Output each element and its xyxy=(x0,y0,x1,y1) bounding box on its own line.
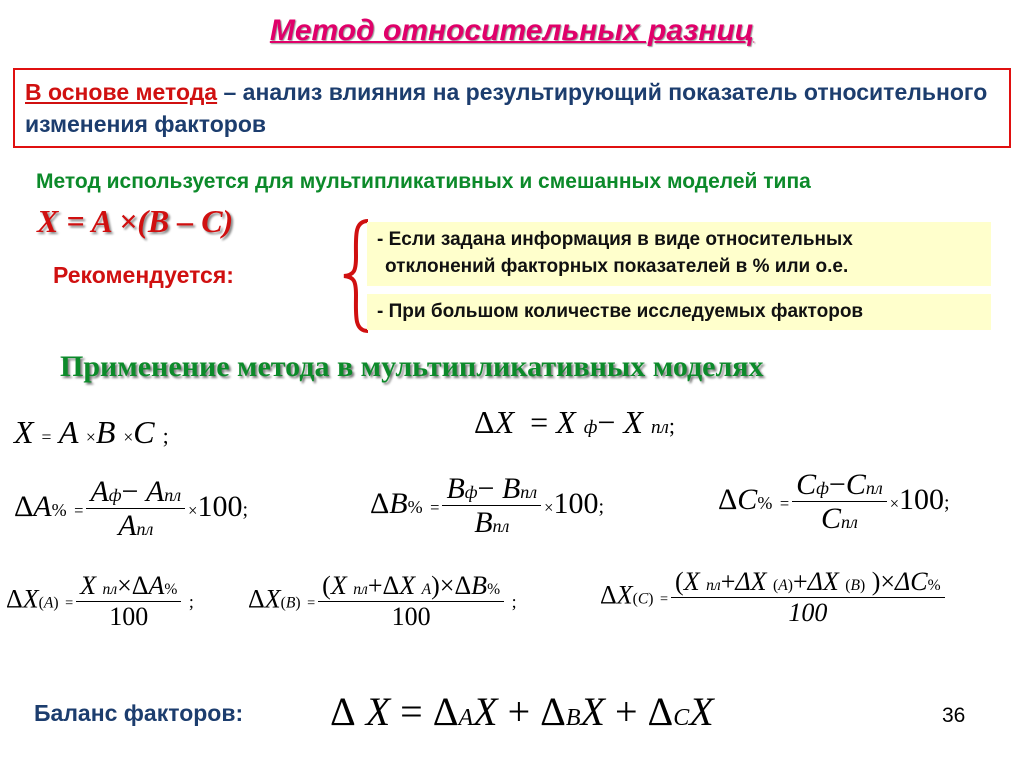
formula-delta-x: ΔX = X ф− X пл; xyxy=(474,404,676,440)
recommendation-line-2: отклонений факторных показателей в % или о.е. xyxy=(385,256,849,277)
model-formula: X = A ×(B – C) xyxy=(37,203,234,239)
formula-model: X = A ×B ×C ; xyxy=(14,414,169,450)
slide-title: Метод относительных разниц xyxy=(269,14,755,47)
balance-label: Баланс факторов: xyxy=(34,700,244,726)
basis-text xyxy=(25,76,1000,140)
formula-balance: Δ X = ΔAX + ΔBX + ΔCX xyxy=(330,689,714,734)
recommended-label: Рекомендуется: xyxy=(53,262,234,288)
apply-heading: Применение метода в мультипликативных моделях xyxy=(60,350,764,383)
recommendation-note-1 xyxy=(367,222,991,286)
uses-text: Метод используется для мультипликативных и смешанных моделей типа xyxy=(36,170,811,193)
formula-delta-c-percent: ΔC% = $\frac{\text{Cф−Cпл}}{\text{Cпл}}$ ×100; xyxy=(718,468,950,535)
formula-delta-a-percent: ΔA% = $\frac{\text{Aф− Aпл}}{\text{Aпл}}$ ×100; xyxy=(14,475,249,542)
slide-number: 36 xyxy=(942,704,966,727)
recommendation-note-2: - При большом количестве исследуемых факторов xyxy=(367,294,991,330)
formula-delta-b-percent: ΔB% = $\frac{\text{Bф− Bпл}}{\text{Bпл}}$ ×100; xyxy=(370,472,605,539)
basis-rest: – анализ влияния на результирующий показатель относительного изменения факторов xyxy=(25,79,988,137)
recommendation-line-1: - Если задана информация в виде относительных xyxy=(377,229,853,250)
formula-delta-x-c: ΔX(C) = $\frac{\text{(X пл+ΔX (A)+ΔX (B) )×ΔC\%}}{100}$ xyxy=(600,568,948,627)
formula-delta-x-a: ΔX(A) = $\frac{\text{X пл×ΔA\%}}{100}$ ; xyxy=(6,571,194,631)
basis-lead: В основе метода xyxy=(25,79,218,105)
formula-delta-x-b: ΔX(B) = $\frac{\text{(X пл+ΔX A)×ΔB\%}}{100}$ ; xyxy=(248,571,517,631)
